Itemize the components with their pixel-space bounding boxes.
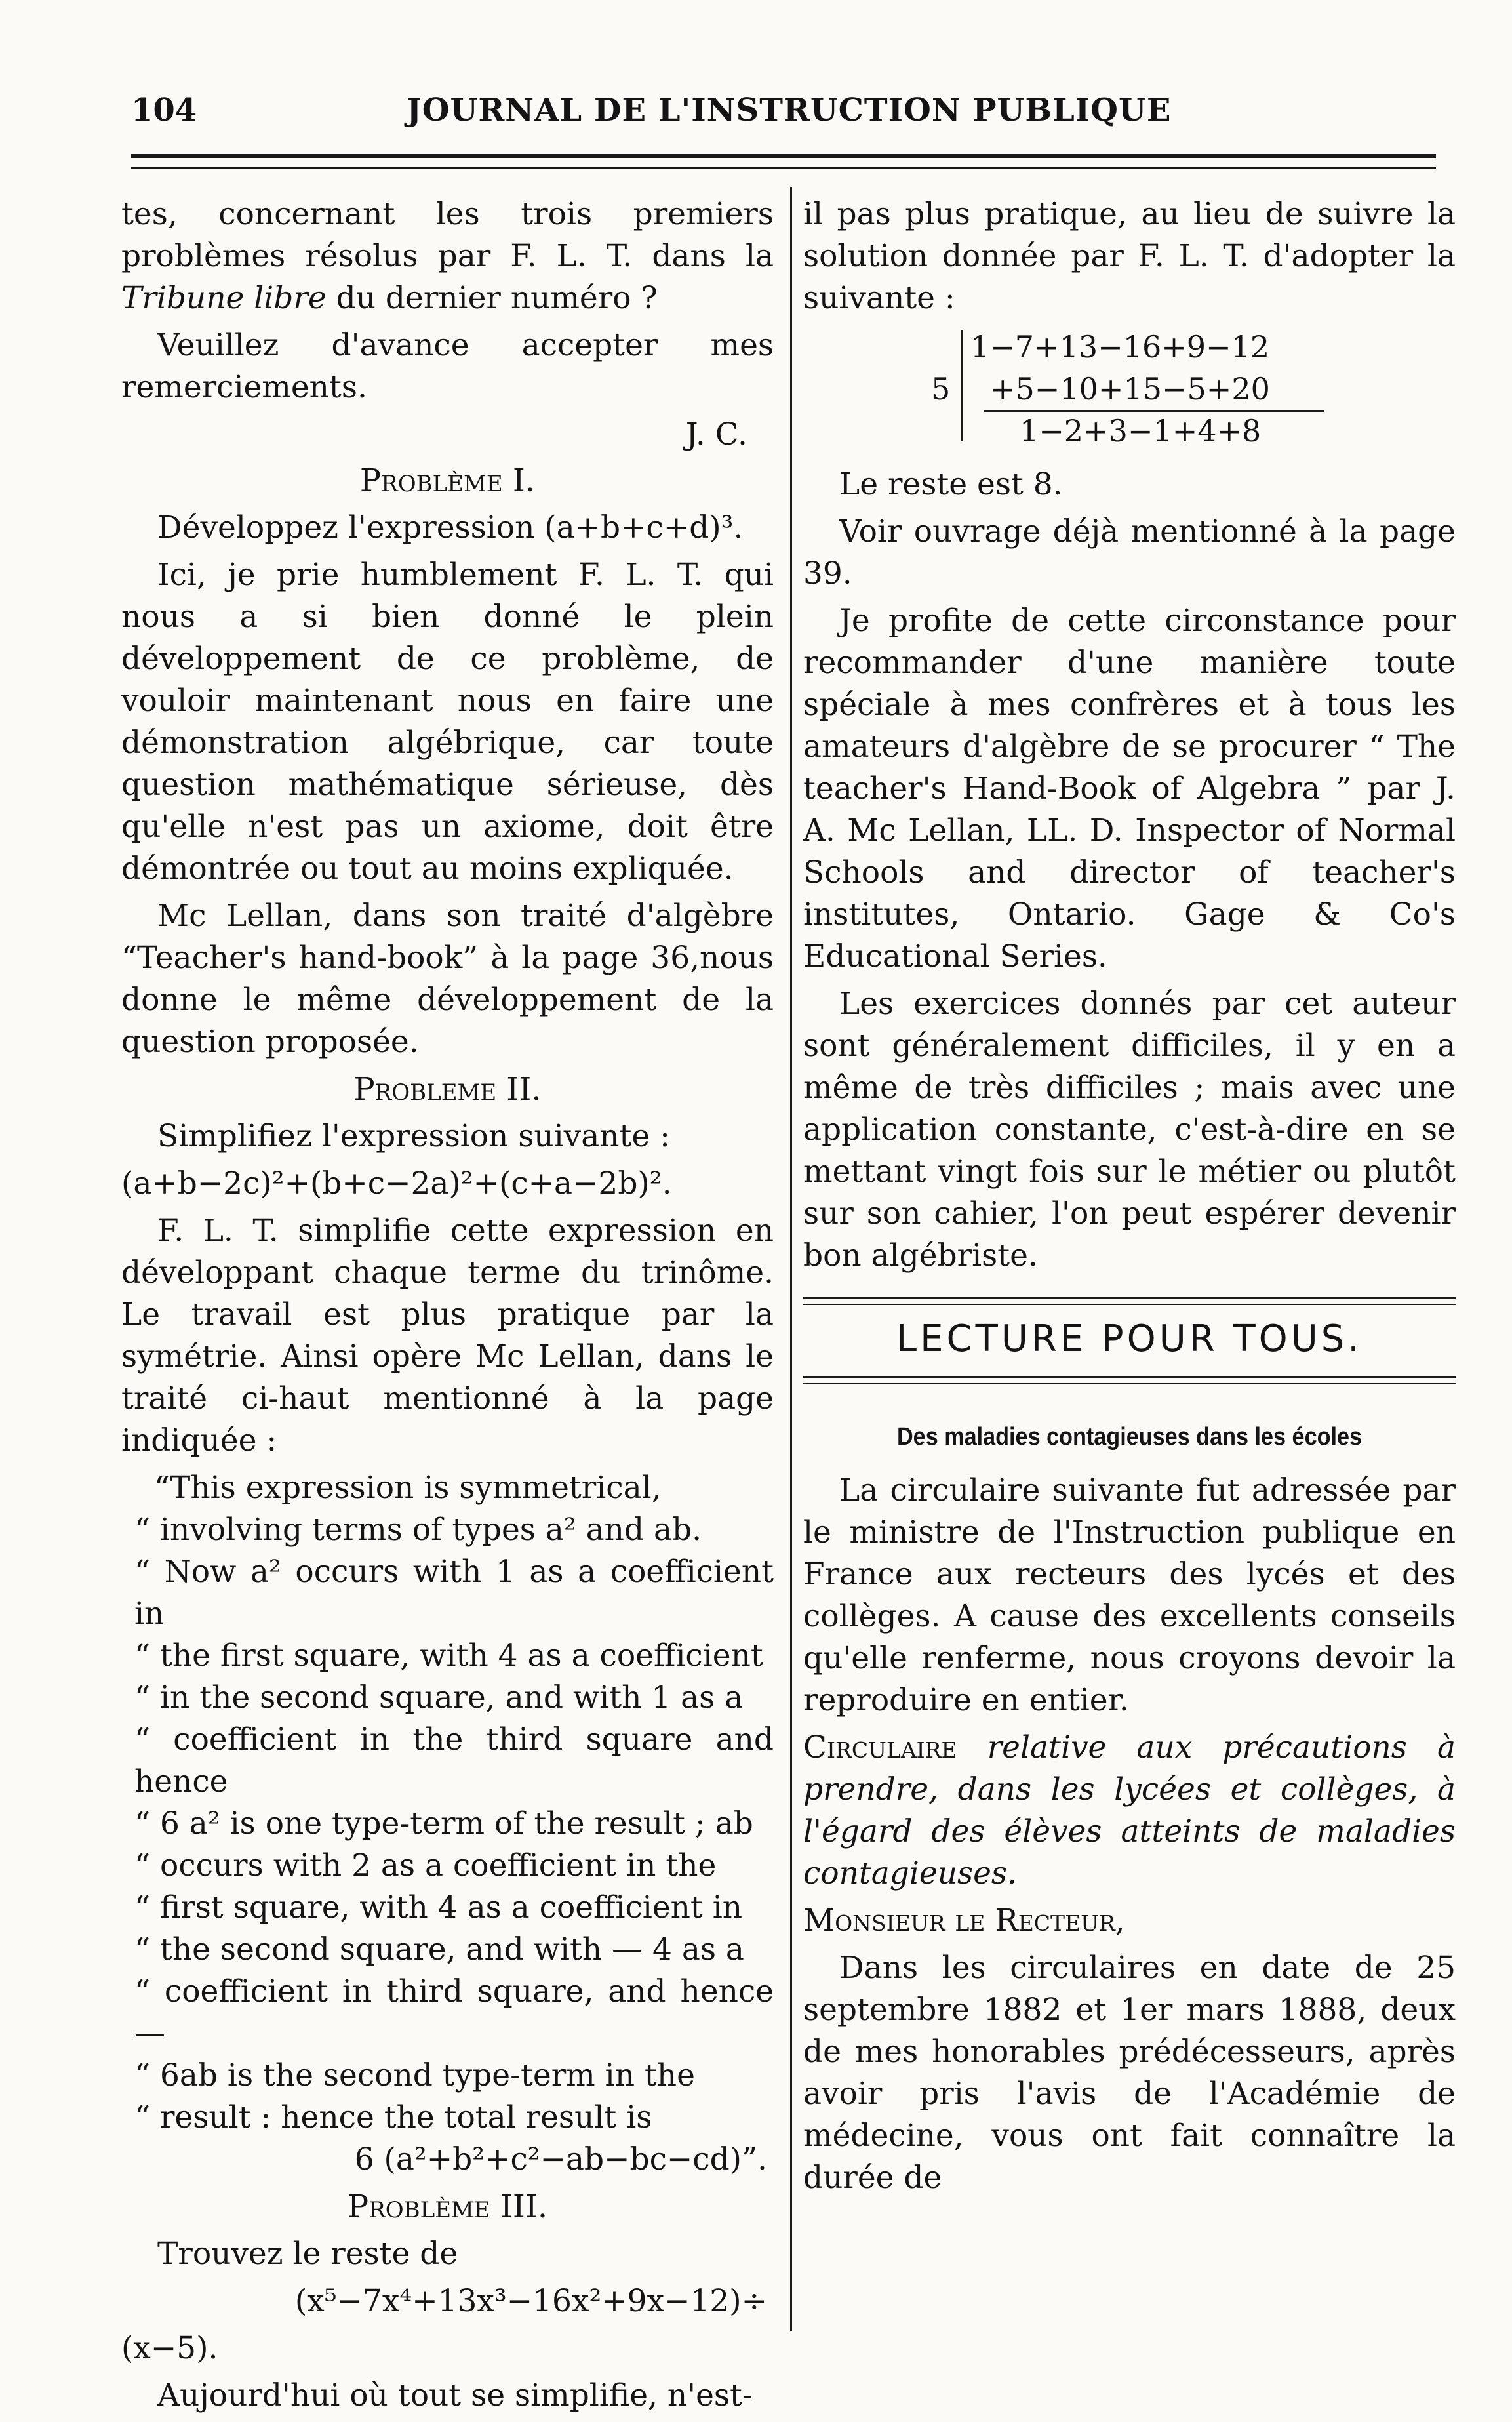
left-column xyxy=(121,193,774,2422)
quote-line: “ occurs with 2 as a coefficient in the xyxy=(134,1847,717,1884)
page-number: 104 xyxy=(131,92,197,129)
paragraph: Développez l'expression (a+b+c+d)³. xyxy=(157,510,744,546)
quote-line: “ the first square, with 4 as a coefficient xyxy=(134,1638,763,1674)
formula: 6 (a²+b²+c²−ab−bc−cd)”. xyxy=(354,2141,767,2177)
section-rule xyxy=(803,1297,1456,1299)
column-divider xyxy=(790,187,792,2331)
paragraph: Je profite de cette circonstance pour recommander d'une manière toute spéciale à mes confrères et à tous les amateurs d'algèbre de se procurer “ The teacher's Hand-Book of Algebra ” par J. A. Mc Lellan, LL. D. Inspector of Normal Schools and director of teacher's institutes, Ontario. Gage & Co's Educational Series. xyxy=(803,603,1456,975)
quote-line: “ in the second square, and with 1 as a xyxy=(134,1680,744,1716)
quote-line: “ the second square, and with — 4 as a xyxy=(134,1931,744,1968)
paragraph: il pas plus pratique, au lieu de suivre la solution donnée par F. L. T. d'adopter la suivante : xyxy=(803,196,1456,316)
formula: (a+b−2c)²+(b+c−2a)²+(c+a−2b)². xyxy=(121,1165,672,1201)
formula: (x⁵−7x⁴+13x³−16x²+9x−12)÷ xyxy=(294,2283,767,2319)
problem-heading: Problème III. xyxy=(347,2189,548,2225)
division-divisor: 5 xyxy=(931,371,951,407)
right-column xyxy=(803,193,1456,2204)
synthetic-division xyxy=(803,326,1456,457)
paragraph: Mc Lellan, dans son traité d'algèbre “Teacher's hand-book” à la page 36,nous donne le même développement de la question proposée. xyxy=(121,898,774,1060)
paragraph: Simplifiez l'expression suivante : xyxy=(157,1118,670,1154)
paragraph: Le reste est 8. xyxy=(839,466,1063,502)
running-head: JOURNAL DE L'INSTRUCTION PUBLIQUE xyxy=(407,92,1172,129)
section-rule xyxy=(803,1383,1456,1384)
quote-block xyxy=(134,1467,774,2139)
paragraph: Trouvez le reste de xyxy=(157,2236,458,2272)
paragraph: Aujourd'hui où tout se simplifie, n'est- xyxy=(157,2377,753,2413)
quote-line: “ involving terms of types a² and ab. xyxy=(134,1512,702,1548)
paragraph: Dans les circulaires en date de 25 septembre 1882 et 1er mars 1888, deux de mes honorables prédécesseurs, après avoir pris l'avis de l'Académie de médecine, vous ont fait connaître la durée de xyxy=(803,1950,1456,2196)
paragraph: Les exercices donnés par cet auteur sont généralement difficiles, il y en a même de très difficiles ; mais avec une application constante, c'est-à-dire en se mettant vingt fois sur le métier ou plutôt sur son cahier, l'on peut espérer devenir bon algébriste. xyxy=(803,986,1456,1274)
header-rule-thin xyxy=(131,167,1436,169)
paragraph: Voir ouvrage déjà mentionné à la page 39. xyxy=(803,514,1456,592)
quote-line: “ Now a² occurs with 1 as a coefficient in xyxy=(134,1554,774,1632)
division-result: 1−2+3−1+4+8 xyxy=(1020,413,1262,449)
quote-line: “ coefficient in third square, and hence— xyxy=(134,1973,774,2051)
quote-line: “ first square, with 4 as a coefficient in xyxy=(134,1889,743,1926)
formula: (x−5). xyxy=(121,2330,218,2366)
page-header xyxy=(131,92,1390,144)
paragraph: tes, concernant les trois premiers problèmes résolus par F. L. T. dans la Tribune libre du dernier numéro ? xyxy=(121,196,774,316)
paragraph: La circulaire suivante fut adressée par le ministre de l'Instruction publique en France aux recteurs des lycés et des collèges. A cause des excellents conseils qu'elle renferme, nous croyons devoir la reproduire en entier. xyxy=(803,1472,1456,1718)
problem-heading: Problème I. xyxy=(359,462,536,499)
division-row: 1−7+13−16+9−12 xyxy=(970,329,1270,365)
division-bar xyxy=(961,330,963,441)
quote-line: “ coefficient in the third square and hence xyxy=(134,1722,774,1800)
quote-line: “ 6 a² is one type-term of the result ; ab xyxy=(134,1806,753,1842)
quote-line: “ result : hence the total result is xyxy=(134,2099,652,2135)
paragraph: Veuillez d'avance accepter mes remerciements. xyxy=(121,327,774,405)
problem-heading: Probleme II. xyxy=(353,1071,542,1108)
header-rule xyxy=(131,154,1436,158)
salutation: Monsieur le Recteur, xyxy=(803,1903,1125,1939)
article-title: Des maladies contagieuses dans les écoles xyxy=(896,1423,1363,1451)
division-row: +5−10+15−5+20 xyxy=(990,371,1270,407)
paragraph: Ici, je prie humblement F. L. T. qui nous a si bien donné le plein développement de ce problème, de vouloir maintenant nous en faire une démonstration algébrique, car toute question mathématique sérieuse, dès qu'elle n'est pas un axiome, doit être démontrée ou tout au moins expliquée. xyxy=(121,557,774,887)
quote-line: “This expression is symmetrical, xyxy=(154,1470,662,1506)
section-title: LECTURE POUR TOUS. xyxy=(896,1318,1363,1360)
section-rule xyxy=(803,1376,1456,1378)
circular-title: Circulaire relative aux précautions à prendre, dans les lycées et collèges, à l'égard des élèves atteints de maladies contagieuses. xyxy=(803,1729,1456,1891)
quote-line: “ 6ab is the second type-term in the xyxy=(134,2057,695,2093)
signature: J. C. xyxy=(685,416,747,453)
section-rule xyxy=(803,1304,1456,1305)
paragraph: F. L. T. simplifie cette expression en développant chaque terme du trinôme. Le travail est plus pratique par la symétrie. Ainsi opère Mc Lellan, dans le traité ci-haut mentionné à la page indiquée : xyxy=(121,1213,774,1459)
